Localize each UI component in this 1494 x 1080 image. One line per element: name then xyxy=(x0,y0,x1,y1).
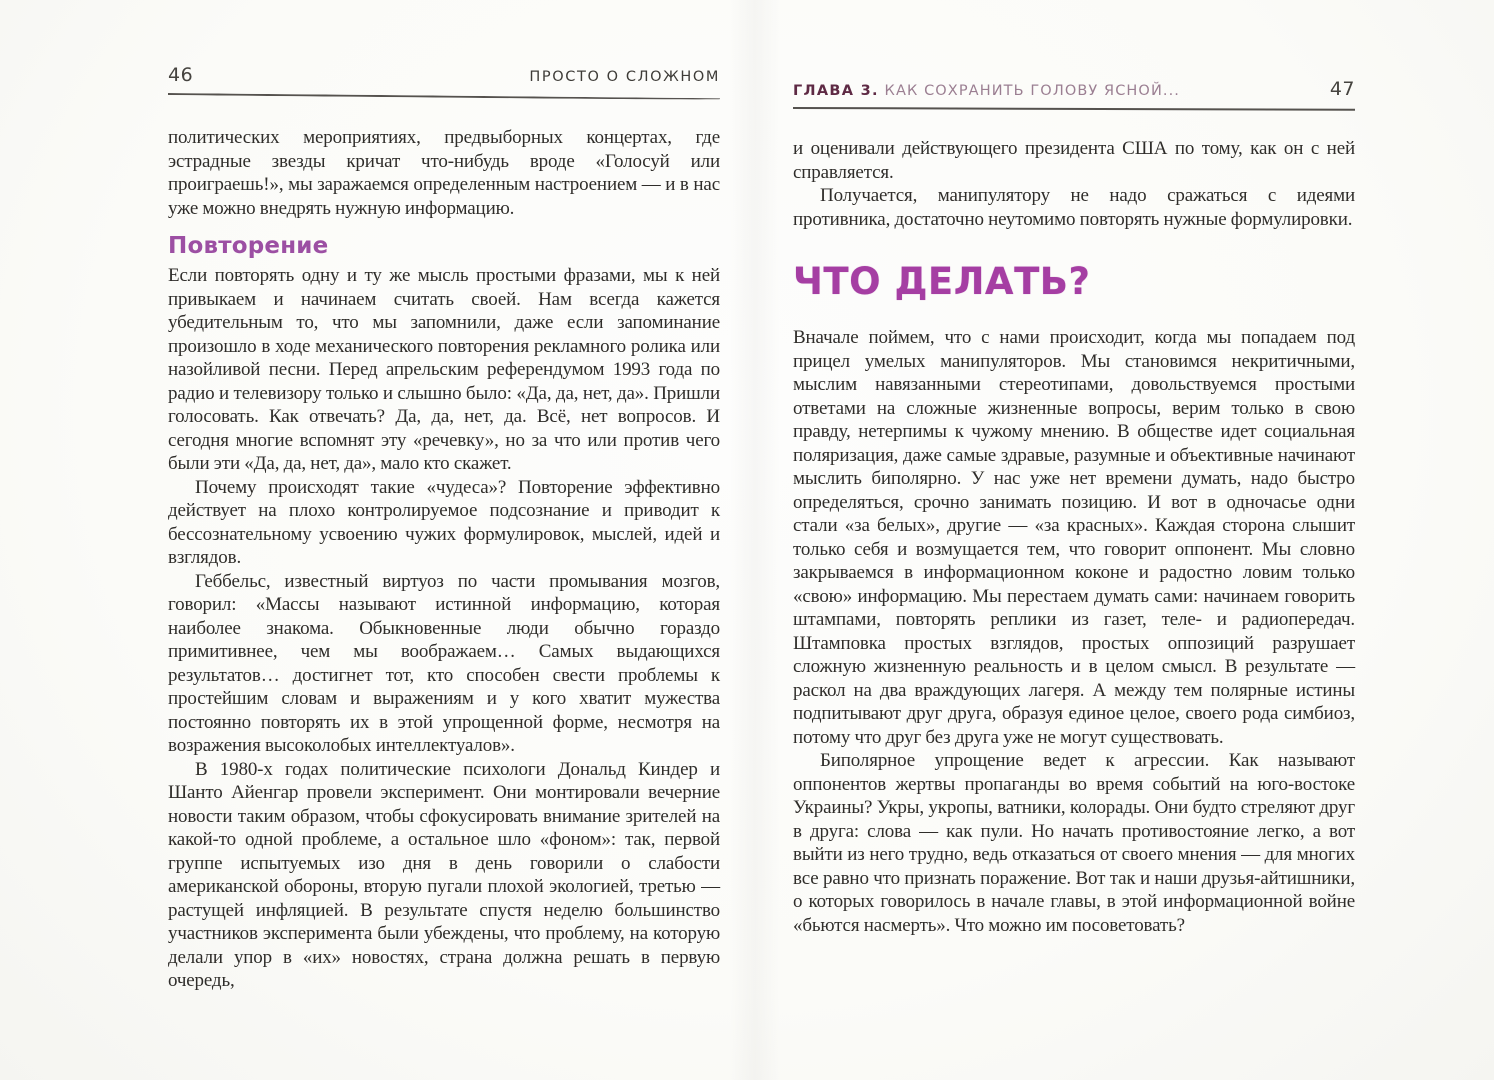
chapter-running-title xyxy=(793,83,1180,99)
page-right xyxy=(793,78,1355,937)
paragraph: Получается, манипулятору не надо сражаться с идеями противника, достаточно неутомимо повторять нужные формулировки. xyxy=(793,185,1355,230)
section-heading-povtorenie: Повторение xyxy=(168,233,329,259)
header-rule-left xyxy=(168,93,720,100)
paragraph: Почему происходят такие «чудеса»? Повторение эффективно действует на плохо контролируемое подсознание и приводит к бессознательному усвоению чужих формулировок, мыслей, идей и взглядов. xyxy=(168,476,720,568)
page-left xyxy=(168,64,720,993)
header-rule-right xyxy=(793,107,1355,111)
paragraph: Вначале поймем, что с нами происходит, когда мы попадаем под прицел умелых манипуляторов. Мы становимся некритичными, мыслим навязанными стереотипами, довольствуемся простыми ответами на сложные жизненные вопросы, верим только в свою правду, нетерпимы к чужому мнению. В обществе идет социальная поляризация, даже самые здравые, разумные и объективные начинают мыслить биполярно. У нас уже нет времени думать, надо быстро определяться, срочно занимать позицию. И вот в одночасье одни стали «за белых», другие — «за красных». Каждая сторона слышит только себя и возмущается тем, что говорит оппонент. Мы словно закрываемся в информационном коконе и радостно ловим только «свою» информацию. Мы перестаем думать сами: начинаем говорить штампами, повторять реплики из газет, теле- и радиопередач. Штамповка простых взглядов, простых оппозиций разрушает сложную жизненную реальность и в целом смысл. В результате — раскол на два враждующих лагеря. А между тем полярные истины подпитывают друг друга, образуя единое целое, своего рода симбиоз, потому что друг без друга уже не могут существовать. xyxy=(793,327,1355,748)
chapter-title-text: КАК СОХРАНИТЬ ГОЛОВУ ЯСНОЙ... xyxy=(884,83,1181,99)
paragraph: Геббельс, известный виртуоз по части промывания мозгов, говорил: «Массы называют истинной информацию, которая наиболее знакома. Обыкновенные люди обычно гораздо примитивнее, чем мы воображаем… Самых выдающихся результатов… достигнет тот, кто способен свести проблемы к простейшим словам и выражениям и у кого хватит мужества постоянно повторять их в этой упрощенной форме, несмотря на возражения высоколобых интеллектуалов». xyxy=(168,570,720,756)
paragraph: Биполярное упрощение ведет к агрессии. Как называют оппонентов жертвы пропаганды во время событий на юго-востоке Украины? Укры, укропы, ватники, колорады. Они будто стреляют друг в друга: слова — как пули. Но начать противостояние легко, а вот выйти из него трудно, ведь отказаться от своего мнения — для многих все равно что признать поражение. Вот так и наши друзья-айтишники, о которых говорилось в начале главы, в этой информационной войне «бьются насмерть». Что можно им посоветовать? xyxy=(793,750,1355,936)
heading-chto-delat: ЧТО ДЕЛАТЬ? xyxy=(793,260,1091,303)
page-left-body xyxy=(168,126,720,993)
page-right-header xyxy=(793,78,1355,100)
page-right-body xyxy=(793,137,1355,937)
page-number-left: 46 xyxy=(168,64,194,86)
page-left-header xyxy=(168,64,720,86)
paragraph-continuation: и оценивали действующего президента США по тому, как он с ней справляется. xyxy=(793,138,1355,183)
running-title-left: ПРОСТО О СЛОЖНОМ xyxy=(529,69,720,85)
chapter-label: ГЛАВА 3. xyxy=(793,83,879,99)
paragraph: Если повторять одну и ту же мысль простыми фразами, мы к ней привыкаем и начинаем считать своей. Нам всегда кажется убедительным то, что мы запомнили, даже если запоминание произошло в ходе механического повторения рекламного ролика или назойливой песни. Перед апрельским референдумом 1993 года по радио и телевизору только и слышно было: «Да, да, нет, да». Пришли голосовать. Как отвечать? Да, да, нет, да. Всё, нет вопросов. И сегодня многие вспомнят эту «речевку», но за что или против чего были эти «Да, да, нет, да», мало кто скажет. xyxy=(168,265,720,474)
paragraph-continuation: политических мероприятиях, предвыборных концертах, где эстрадные звезды кричат что-нибудь вроде «Голосуй или проиграешь!», мы заражаемся определенным настроением — и в нас уже можно внедрять нужную информацию. xyxy=(168,127,720,219)
paragraph: В 1980-х годах политические психологи Дональд Киндер и Шанто Айенгар провели эксперимент. Они монтировали вечерние новости таким образом, чтобы сфокусировать внимание зрителей на какой-то одной проблеме, а остальное шло «фоном»: так, первой группе испытуемых изо дня в день говорили о слабости американской обороны, вторую пугали плохой экологией, третью — растущей инфляцией. В результате спустя неделю большинство участников эксперимента были убеждены, что проблему, на которую делали упор в «их» новостях, страна должна решать в первую очередь, xyxy=(168,758,720,991)
page-number-right: 47 xyxy=(1329,78,1355,100)
